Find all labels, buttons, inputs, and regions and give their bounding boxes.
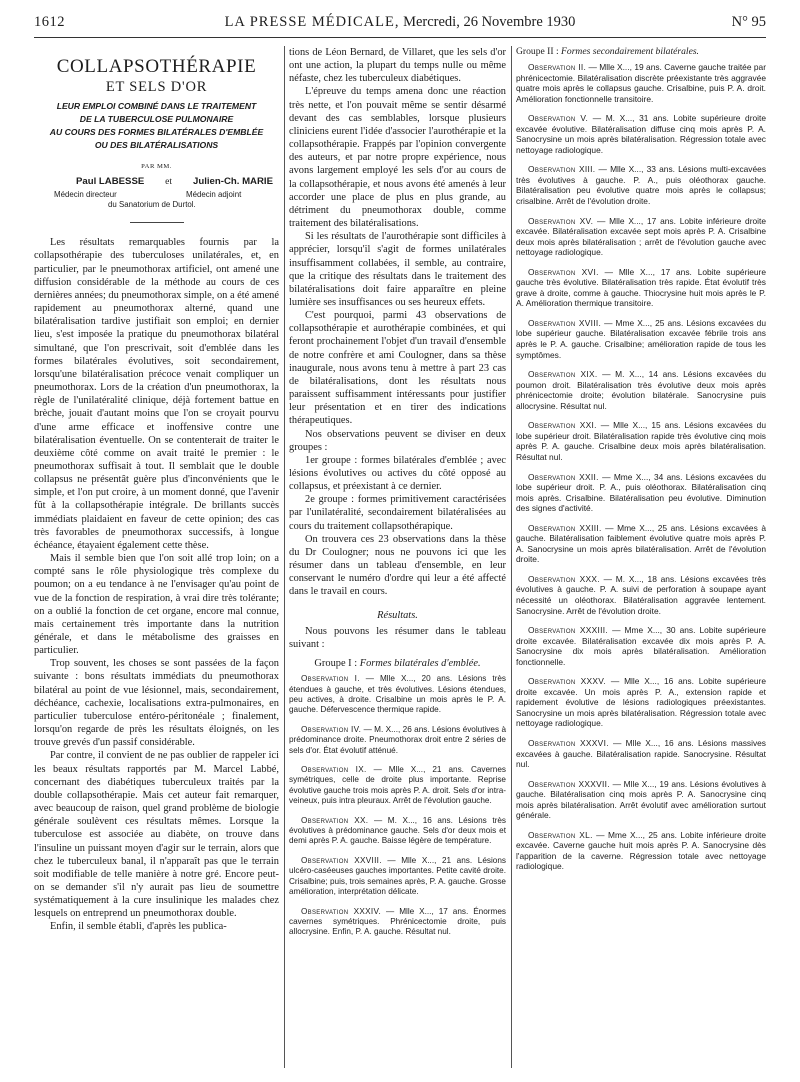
observation-label: Observation I. [301, 674, 360, 684]
body-paragraph: Trop souvent, les choses se sont passées de la façon suivante : bons résultats immédiats du pneumothorax bilatéral au point de vue lésionnel, mais, secondairement, déchéance, cachexie, localisations extra-pulmonaires, en particulier tuberculose entéro-péritonéale ; finalement, lorsqu'on regarde de près les résultats éloignés, on les trouve grevés d'un passif considérable. [34, 658, 279, 749]
observation-entry [516, 523, 766, 565]
journal-name: LA PRESSE MÉDICALE, [224, 14, 400, 30]
subtitle-line: OU DES BILATÉRALISATIONS [94, 140, 219, 150]
body-paragraph: tions de Léon Bernard, de Villaret, que les sels d'or ont une action, la plupart du temps nulle ou même néfaste, chez les tuberculeux diabétiques. [289, 47, 506, 85]
body-paragraph: Nos observations peuvent se diviser en deux groupes : [289, 428, 506, 453]
body-paragraph: Si les résultats de l'aurothérapie sont difficiles à apprécier, lorsqu'il s'agit de formes unilatérales insuffisamment collabées, il semble, au contraire, que la critique des résultats dans le traitement des bilatéralisations doit faire apparaître en pleine lumière ses insuffisances ou ses heureux effets. [289, 231, 506, 308]
observation-label: Observation XXXVII. [528, 778, 610, 789]
body-paragraph: 2e groupe : formes primitivement caractérisées par l'unilatéralité, secondairement bilatéralisées au cours du traitement collapsothérapique. [289, 494, 506, 532]
observation-text: — M. X..., 26 ans. Lésions évolutives à prédominance droite. Pneumothorax droit entre 2 séries de sels d'or. État évolutif atténué. [289, 724, 506, 755]
observation-entry [289, 856, 506, 898]
affiliation-3: du Sanatorium de Durtol. [108, 200, 196, 210]
body-paragraph: Les résultats remarquables fournis par la collapsothérapie des tuberculoses unilatérales, et, en particulier, par le pneumothorax artificiel, ont amené une diffusion considérable de la méthode au cours de ces dernières années; du pneumothorax simple, on a été amené rapidement au pneumothorax alterné, quand une bilatéralisation tardive justifiait son emploi; en dernier lieu, s'est imposée la pratique du pneumothorax bilatéral simultané, que l'on prescrivait, soit d'emblée dans les formes bilatérales évolutives, soit secondairement, lorsqu'une bilatéralisation précoce venait compliquer un pneumothorax. Lors de la création d'un pneumothorax, la règle de l'unilatéralité clinique, déjà fortement battue en brèche, jouait d'autant moins que l'on se croyait pourvu d'une arme efficace et inoffensive contre une bilatéralisation éventuelle. On se contenterait de traiter le deuxième côté comme on avait traité le premier : le pneumothorax suffisait à tout. Il semblait que le double collapsus ne présentât guère plus d'inconvénients que le simple, et l'on put croire, à un moment donné, que l'avenir fût à la collapsothérapie intégrale. De brillants succès immédiats plaidaient en faveur de cette opinion; des cas très favorables de pneumothorax successifs, à longue échéance, étayaient également cette thèse. [34, 237, 279, 551]
observation-label: Observation IV. [301, 724, 362, 734]
observation-entry [289, 674, 506, 716]
subtitle-line: LEUR EMPLOI COMBINÉ DANS LE TRAITEMENT [56, 101, 257, 111]
observation-entry [289, 765, 506, 807]
observation-text: — M. X..., 31 ans. Lobite supérieure droite excavée évolutive. Bilatéralisation diffuse cinq mois après P. A. Sanocrysine un mois après bilatéralisation. Régression totale avec nettoyage radiologique. [516, 113, 766, 155]
observation-entry [516, 420, 766, 462]
observation-label: Observation XIII. [528, 164, 596, 175]
observation-entry [516, 164, 766, 206]
observation-label: Observation XV. [528, 215, 594, 226]
group-title: Formes bilatérales d'emblée. [359, 658, 481, 670]
observation-label: Observation XXI. [528, 420, 597, 431]
authors [34, 175, 279, 188]
observation-text: — Mlle X..., 17 ans. Lobite supérieure gauche très évolutive. Bilatéralisation très rapide. État évolutif très grave à droite, comme à gauche. Thiocrysine huit mois après le P. A. Amélioration thermique transitoire. [516, 266, 766, 309]
observation-text: — Mme X..., 34 ans. Lésions excavées du lobe supérieur droit. P. A., puis oléothorax. Bilatéralisation cinq mois après. Crisalbine. Bilatéralisation peu évolutive. Diminution des signes d'activité. [516, 471, 766, 514]
observation-text: — Mlle X..., 16 ans. Lésions massives excavées à gauche. Bilatéralisation rapide. Sanocrysine. Résultat nul. [516, 737, 766, 770]
observation-text: — Mlle X..., 17 ans. Lobite inférieure droite excavée. Bilatéralisation excavée sept mois après P. A. Crisalbine deux mois après bilatéralisation ; arrêt de l'évolution gauche avec nettoyage radiologique. [516, 215, 766, 258]
body-paragraph: Mais il semble bien que l'on soit allé trop loin; on a compté sans le rôle physiologique très complexe du poumon; on a eu tendance à ne l'envisager qu'au point de vue de la fonction de respiration, à vrai dire très tolérante; on a oublié la fonction de cet organe, encore mal connue, mais certainement très importante dans la nutrition générale, et dans le métabolisme des graisses en particulier. [34, 553, 279, 657]
observation-entry [516, 318, 766, 360]
group-title: Formes secondairement bilatérales. [561, 46, 699, 57]
issue-date: Mercredi, 26 Novembre 1930 [403, 14, 576, 30]
subtitle-line: AU COURS DES FORMES BILATÉRALES D'EMBLÉE [49, 127, 264, 137]
observation-entry [516, 369, 766, 411]
observation-entry [289, 816, 506, 847]
observation-label: Observation XVI. [528, 266, 599, 277]
affiliation-1: Médecin directeur [54, 190, 117, 200]
observation-text: — Mlle X..., 17 ans. Énormes cavernes symétriques. Phrénicectomie droite, puis allocrysine. Enfin, P. A. gauche. Résultat nul. [289, 906, 506, 937]
body-paragraph: L'épreuve du temps amena donc une réaction très nette, et l'on pouvait même se sentir désarmé devant des cas semblables, lorsque plusieurs cliniciens eurent l'idée d'associer l'aurothérapie et la collapsothérapie. Frappés par l'opinion convergente des auteurs, et par notre propre expérience, nous avons largement employé les sels d'or au cours de la collapsothérapie, et nous avons été amenés à leur accorder une place de plus en plus grande, au détriment du pneumothorax double, comme traitement des bilatéralisations. [289, 86, 506, 230]
running-header [34, 14, 766, 32]
observation-text: — Mlle X..., 16 ans. Lobite supérieure droite excavée. Un mois après P. A., extension rapide et rapidement évolutive de lésions radiologiques préexistantes. Sanocrysine un mois après bilatéralisation. Régression totale avec nettoyage radiologique. [516, 676, 766, 729]
observation-entry [516, 830, 766, 872]
observation-text: — Mme X..., 25 ans. Lésions excavées du lobe supérieur gauche. Bilatéralisation excavée fébrile trois ans après le P. A. gauche. Crisalbine; amélioration rapide de tous les symptômes. [516, 317, 766, 360]
observation-entry [516, 472, 766, 514]
column-2 [289, 46, 506, 947]
body-paragraph: C'est pourquoi, parmi 43 observations de collapsothérapie et aurothérapie combinées, et qui feront prochainement l'objet d'un travail d'ensemble de notre confrère et ami Coulogner, dans sa thèse inaugurale, nous avons tenu à mettre à part 23 cas de bilatéralisations, dont les résultats nous paraissent suffisamment intéressants pour justifier leur présentation et en tirer des indications thérapeutiques. [289, 310, 506, 427]
group-label: Groupe II : [516, 46, 559, 57]
observation-label: Observation XXXVI. [528, 737, 609, 748]
title-separator [130, 222, 184, 223]
article-title-2: ET SELS D'OR [105, 79, 208, 95]
section-heading-resultats: Résultats. [377, 609, 418, 621]
observation-text: — Mlle X..., 21 ans. Lésions ulcéro-caséeuses gauches importantes. Petite cavité droite. Crisalbine; puis, trois semaines après, P. A. gauche. Grosse amélioration, interprétation délicate. [289, 855, 506, 897]
observation-entry [289, 907, 506, 938]
observation-text: — M. X..., 14 ans. Lésions excavées du poumon droit. Bilatéralisation très évolutive deux mois après phrénicectomie droite; évolution bilatérale. Sanocrysine puis allocrysine. Résultat nul. [516, 369, 766, 411]
observation-label: Observation XVIII. [528, 317, 602, 328]
observation-text: — Mme X..., 30 ans. Lobite supérieure droite excavée. Bilatéralisation excavée dix mois après P. A. Sanocrysine dix mois après bilatéralisation. Amélioration fonctionnelle. [516, 625, 766, 667]
observation-label: Observation XL. [528, 829, 593, 840]
observation-entry [516, 625, 766, 667]
author-conjunction: et [165, 176, 173, 188]
observation-label: Observation XXX. [528, 573, 600, 584]
observation-entry [516, 738, 766, 770]
group-label: Groupe I : [314, 658, 358, 670]
observation-entry [516, 267, 766, 309]
observation-text: — Mlle X..., 33 ans. Lésions multi-excavées très évolutives à gauche. P. A., puis oléothorax gauche. Bilatéralisation peu évolutive quatre mois après le collapsus; crisalbine. Arrêt de l'évolution droite. [516, 164, 767, 207]
column-divider [511, 46, 512, 1068]
observation-text: — Mme X..., 25 ans. Lésions excavées à gauche. Bilatéralisation faiblement évolutive quatre mois après P. A. Sanocrysine un mois après bilatéralisation. Arrêt de l'évolution droite. [516, 522, 766, 565]
observation-label: Observation XXII. [528, 471, 599, 482]
observation-text: — Mme X..., 25 ans. Lobite inférieure droite excavée. Caverne gauche huit mois après P. A. Sanocrysine dès l'apparition de la caverne. Régression totale avec nettoyage radiologique. [516, 829, 766, 872]
observation-text: — Mlle X..., 15 ans. Lésions excavées du lobe supérieur droit. Bilatéralisation rapide très évolutive cinq mois après P. A. gauche. Crisalbine deux mois après bilatéralisation. Résultat nul. [516, 420, 766, 462]
subtitle-line: DE LA TUBERCULOSE PULMONAIRE [79, 114, 234, 124]
observation-text: — Mlle X..., 21 ans. Cavernes symétriques, celle de droite plus importante. Reprise évolutive gauche trois mois après P. A. droit. Sels d'or intra-veineux, puis intra pleuraux. Arrêt de l'évolution gauche. [289, 765, 506, 806]
author-1: Paul LABESSE [76, 176, 145, 188]
body-paragraph: On trouvera ces 23 observations dans la thèse du Dr Coulogner; nous ne pouvons ici que les résumer dans un tableau d'ensemble, en leur conservant le numéro d'ordre qui leur a été affecté dans le travail en cours. [289, 533, 506, 598]
group-2-observations [516, 62, 766, 872]
observation-entry [516, 62, 766, 104]
group-1-observations [289, 674, 506, 938]
page-number: 1612 [34, 14, 65, 30]
observation-text: — Mlle X..., 19 ans. Caverne gauche traitée par phrénicectomie. Bilatéralisation discrète préexistante très aggravée quatre mois après le collapsus gauche. Crisalbine, puis P. A. droit. Amélioration fonctionnelle transitoire. [516, 62, 766, 104]
header-rule [34, 37, 766, 38]
observation-label: Observation XXXIV. [301, 906, 382, 916]
column-1 [34, 46, 279, 934]
journal-title-line [34, 14, 766, 31]
body-paragraph: Enfin, il semble établi, d'après les publica- [50, 921, 227, 933]
group-1-heading [289, 657, 506, 670]
article-subtitle [34, 100, 279, 152]
body-paragraph: Nous pouvons les résumer dans le tableau suivant : [289, 625, 506, 650]
author-2: Julien-Ch. MARIE [193, 176, 273, 188]
body-paragraph: 1er groupe : formes bilatérales d'emblée ; avec lésions évolutives ou actives du côté opposé au collapsus, et préexistant à ce dernier. [289, 454, 506, 493]
observation-entry [516, 216, 766, 258]
observation-entry [289, 725, 506, 756]
group-2-heading [516, 46, 766, 58]
issue-number: N° 95 [731, 14, 766, 30]
observation-text: — M. X..., 18 ans. Lésions excavées très évolutives à gauche. P. A. suivi de perforation à soupape ayant nécessité un oléothorax. Bilatéralisation aggravée lentement. Sanocrysine. Arrêt de l'évolution droite. [516, 573, 766, 616]
observation-label: Observation XXXV. [528, 676, 607, 687]
by-line-label: PAR MM. [141, 163, 172, 170]
column-divider [284, 46, 285, 1068]
observation-text: — Mlle X..., 20 ans. Lésions très étendues à gauche, et très évolutives. Lésions étendues, peu actives, à droite. Crisalbine un mois après le P. A. gauche. Défervescence thermique rapide. [289, 674, 506, 715]
observation-label: Observation IX. [301, 765, 367, 775]
observation-label: Observation XX. [301, 815, 369, 825]
observation-label: Observation XXIII. [528, 522, 602, 533]
observation-text: — Mlle X..., 19 ans. Lésions évolutives à gauche. Bilatéralisation cinq mois après P. A. Sanocrysine cinq mois après bilatéralisation. Arrêt évolutif avec amélioration surtout générale. [516, 778, 767, 821]
observation-entry [516, 574, 766, 616]
article-title: COLLAPSOTHÉRAPIE [56, 56, 257, 77]
observation-label: Observation XXXIII. [528, 625, 609, 636]
observation-entry [516, 779, 766, 821]
observation-label: Observation XXVIII. [301, 855, 382, 865]
observation-entry [516, 676, 766, 729]
observation-text: — M. X..., 16 ans. Lésions très évolutives à prédominance gauche. Sels d'or deux mois et demi après P. A. gauche. Baisse légère de température. [289, 815, 507, 846]
observation-label: Observation XIX. [528, 369, 598, 380]
observation-entry [516, 113, 766, 155]
body-paragraph: Par contre, il convient de ne pas oublier de rappeler ici les beaux résultats rapportés par M. Marcel Labbé, concernant des diabétiques tuberculeux traités par la double collapsothérapie. Mais cet auteur fait remarquer, avec beaucoup de raison, quel grand problème de biologie générale soulèvent ces résultats mêmes. Lorsque la tuberculose est associée au diabète, on trouve dans l'insuline un puissant moyen d'agir sur le terrain, alors que chez le tuberculeux banal, il n'apparaît pas que le terrain soit modifiable de telle manière à notre gré. Encore peut-on se demander s'il n'y aurait pas lieu de soumettre systématiquement à la cure insulinique les malades chez lesquels on entreprend un pneumothorax double. [34, 750, 279, 920]
affiliation-2: Médecin adjoint [186, 190, 242, 200]
affiliations [34, 190, 279, 210]
column-3 [516, 46, 766, 881]
observation-label: Observation II. [528, 62, 587, 72]
observation-label: Observation V. [528, 113, 589, 124]
